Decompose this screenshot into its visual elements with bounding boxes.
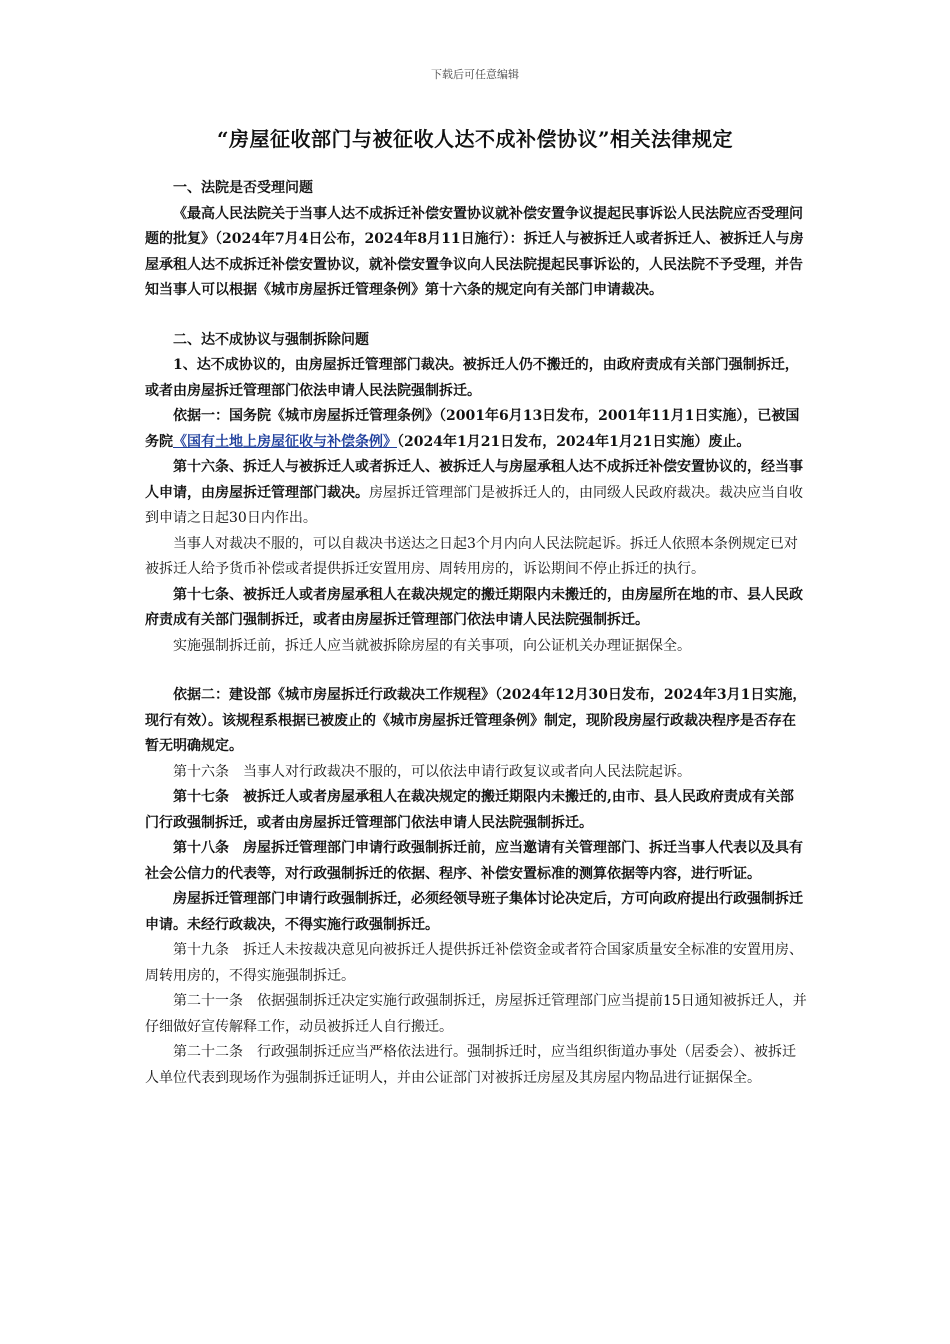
article16-bold: 第十六条、拆迁人与被拆迁人或者拆迁人、被拆迁人与房屋承租人达不成拆迁补偿安置协议的，经当事人申请，由房屋拆迁管理部门裁决。 xyxy=(145,459,803,501)
section2-heading: 二、达不成协议与强制拆除问题 xyxy=(173,331,369,348)
spacer xyxy=(145,659,807,683)
rule18-paragraph: 第十八条 房屋拆迁管理部门申请行政强制拆迁前，应当邀请有关管理部门、拆迁当事人代表以及具有社会公信力的代表等，对行政强制拆迁的依据、程序、补偿安置标准的测算依据等内容，进行听证。 xyxy=(145,840,803,882)
section1-paragraph: 《最高人民法院关于当事人达不成拆迁补偿安置协议就补偿安置争议提起民事诉讼人民法院应否受理问题的批复》（2024年7月4日公布，2024年8月11日施行）：拆迁人与被拆迁人或者拆迁人、被拆迁人与房屋承租人达不成拆迁补偿安置协议，就补偿安置争议向人民法院提起民事诉讼的，人民法院不予受理，并告知当事人可以根据《城市房屋拆迁管理条例》第十六条的规定向有关部门申请裁决。 xyxy=(145,205,804,298)
rule19-paragraph: 第十九条 拆迁人未按裁决意见向被拆迁人提供拆迁补偿资金或者符合国家质量安全标准的安置用房、周转用房的，不得实施强制拆迁。 xyxy=(145,942,803,984)
regulation-link[interactable]: 《国有土地上房屋征收与补偿条例》 xyxy=(173,433,397,450)
rule22-paragraph: 第二十二条 行政强制拆迁应当严格依法进行。强制拆迁时，应当组织街道办事处（居委会）、被拆迁人单位代表到现场作为强制拆迁证明人，并由公证部门对被拆迁房屋及其房屋内物品进行证据保全。 xyxy=(145,1044,796,1086)
rule21-paragraph: 第二十一条 依据强制拆迁决定实施行政强制拆迁，房屋拆迁管理部门应当提前15日通知被拆迁人，并仔细做好宣传解释工作，动员被拆迁人自行搬迁。 xyxy=(145,993,807,1035)
article16-paragraph2: 当事人对裁决不服的，可以自裁决书送达之日起3个月内向人民法院起诉。拆迁人依照本条例规定已对被拆迁人给予货币补偿或者提供拆迁安置用房、周转用房的，诉讼期间不停止拆迁的执行。 xyxy=(145,535,798,577)
rule18-paragraph2: 房屋拆迁管理部门申请行政强制拆迁，必须经领导班子集体讨论决定后，方可向政府提出行政强制拆迁申请。未经行政裁决，不得实施行政强制拆迁。 xyxy=(145,891,803,933)
rule16-paragraph: 第十六条 当事人对行政裁决不服的，可以依法申请行政复议或者向人民法院起诉。 xyxy=(173,763,691,780)
article17-paragraph: 第十七条、被拆迁人或者房屋承租人在裁决规定的搬迁期限内未搬迁的，由房屋所在地的市、县人民政府责成有关部门强制拆迁，或者由房屋拆迁管理部门依法申请人民法院强制拆迁。 xyxy=(145,586,803,628)
article16-paragraph xyxy=(145,455,807,532)
basis1-prefix: 依据一：国务院《城市房屋拆迁管理条例》（2001年6月13日发布，2001年11月1日实施），已被国务院 xyxy=(145,408,800,450)
header-note: 下载后可任意编辑 xyxy=(431,68,519,81)
article17-paragraph2: 实施强制拆迁前，拆迁人应当就被拆除房屋的有关事项，向公证机关办理证据保全。 xyxy=(173,637,691,654)
spacer xyxy=(145,304,807,328)
document-title: “房屋征收部门与被征收人达不成补偿协议”相关法律规定 xyxy=(216,127,733,151)
rule17-paragraph: 第十七条 被拆迁人或者房屋承租人在裁决规定的搬迁期限内未搬迁的,由市、县人民政府责成有关部门行政强制拆迁，或者由房屋拆迁管理部门依法申请人民法院强制拆迁。 xyxy=(145,789,794,831)
article16-normal: 房屋拆迁管理部门是被拆迁人的，由同级人民政府裁决。裁决应当自收到申请之日起30日内作出。 xyxy=(145,484,803,526)
section1-heading: 一、法院是否受理问题 xyxy=(173,180,313,196)
document-body xyxy=(145,176,807,1091)
section2-item1: 1、达不成协议的，由房屋拆迁管理部门裁决。被拆迁人仍不搬迁的，由政府责成有关部门强制拆迁，或者由房屋拆迁管理部门依法申请人民法院强制拆迁。 xyxy=(145,357,799,399)
basis1-paragraph xyxy=(145,404,807,455)
basis1-suffix: （2024年1月21日发布，2024年1月21日实施）废止。 xyxy=(397,433,751,450)
basis2-paragraph: 依据二：建设部《城市房屋拆迁行政裁决工作规程》（2024年12月30日发布，2024年3月1日实施，现行有效）。该规程系根据已被废止的《城市房屋拆迁管理条例》制定，现阶段房屋行政裁决程序是否存在暂无明确规定。 xyxy=(145,687,807,754)
